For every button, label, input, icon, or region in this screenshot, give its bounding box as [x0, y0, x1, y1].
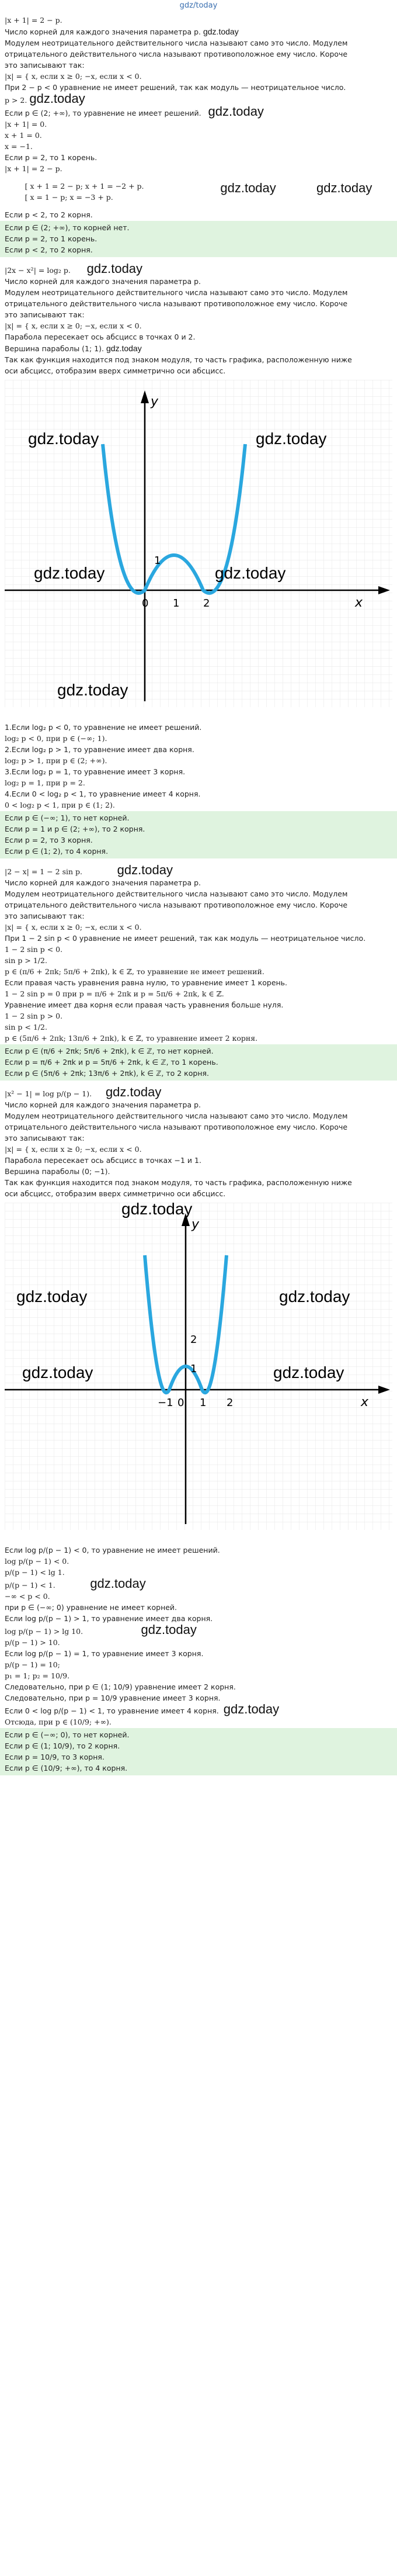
- watermark: gdz.today: [86, 264, 143, 276]
- text-line: p > 2. gdz.today: [5, 94, 392, 106]
- watermark: gdz.today: [279, 1287, 350, 1306]
- tick-label: 2: [190, 1334, 197, 1346]
- text-line: Так как функция находится под знаком модуля, то часть графика, расположенную ниже: [5, 1178, 352, 1187]
- text-line: 2.Если log₂ p > 1, то уравнение имеет два корня.: [5, 745, 194, 754]
- tick-label: 2: [227, 1397, 234, 1409]
- watermark: gdz.today: [220, 181, 276, 195]
- answer-block: [0, 1044, 397, 1081]
- text-line: отрицательного действительного числа называют противоположное ему число. Короче: [5, 1123, 348, 1131]
- text-line: [ x + 1 = 2 − p; x + 1 = −2 + p.: [25, 182, 144, 191]
- definition: |x| = { x, если x ≥ 0; −x, если x < 0.: [5, 923, 142, 932]
- site-header[interactable]: gdz/today: [179, 1, 218, 10]
- equation: |2 − x| = 1 − 2 sin p. gdz.today: [5, 865, 392, 877]
- watermark-row: [5, 175, 392, 209]
- watermark: gdz.today: [29, 94, 85, 106]
- text-line: p/(p − 1) < 1. gdz.today: [5, 1578, 392, 1591]
- watermark: gdz.today: [105, 1087, 162, 1099]
- text-line: оси абсцисс, отобразим вверх симметрично оси абсцисс.: [5, 366, 226, 375]
- watermark: gdz.today: [57, 681, 128, 699]
- watermark: gdz.today: [117, 865, 173, 877]
- tick-label: 0: [142, 597, 149, 610]
- text-line: 0 < log₂ p < 1, при p ∈ (1; 2).: [5, 801, 115, 809]
- text-line: Парабола пересекает ось абсцисс в точках −1 и 1.: [5, 1156, 201, 1165]
- text-line: 1 − 2 sin p < 0.: [5, 945, 63, 954]
- tick-label: 2: [203, 597, 210, 610]
- graph-abs-parabola-1: [5, 380, 392, 719]
- watermark: gdz.today: [203, 27, 239, 36]
- watermark: gdz.today: [316, 181, 372, 195]
- answer-line: Если p ∈ (10/9; +∞), то 4 корня.: [5, 1764, 128, 1772]
- equation: |x² − 1| = log p/(p − 1). gdz.today: [5, 1087, 392, 1099]
- text-line: sin p < 1/2.: [5, 1023, 47, 1031]
- text-line: 1 − 2 sin p = 0 при p = π/6 + 2πk и p = 5π/6 + 2πk, k ∈ ℤ.: [5, 989, 224, 998]
- watermark: gdz.today: [141, 1625, 197, 1637]
- answer-line: Если p ∈ (π/6 + 2πk; 5π/6 + 2πk), k ∈ ℤ, то нет корней.: [5, 1047, 214, 1055]
- tick-label: 1: [173, 597, 180, 610]
- answer-line: Если p = π/6 + 2πk и p = 5π/6 + 2πk, k ∈ ℤ, то 1 корень.: [5, 1058, 218, 1067]
- text-line: log₂ p > 1, при p ∈ (2; +∞).: [5, 756, 107, 765]
- text-line: отрицательного действительного числа называют противоположное ему число. Короче: [5, 299, 348, 308]
- grid: [5, 380, 392, 707]
- answer-line: Если p ∈ (1; 2), то 4 корня.: [5, 847, 109, 856]
- watermark: gdz.today: [16, 1287, 88, 1306]
- text-line: p ∈ (5π/6 + 2πk; 13π/6 + 2πk), k ∈ ℤ, то уравнение имеет 2 корня.: [5, 1034, 258, 1043]
- text-line: Если log p/(p − 1) > 1, то уравнение имеет два корня.: [5, 1614, 213, 1623]
- text-line: При 2 − p < 0 уравнение не имеет решений, так как модуль — неотрицательное число.: [5, 83, 346, 92]
- text-line: Вершина параболы (1; 1). gdz.today: [5, 344, 142, 353]
- text-line: Следовательно, при p ∈ (1; 10/9) уравнение имеет 2 корня.: [5, 1682, 236, 1691]
- text-line: Модулем неотрицательного действительного числа называют само это число. Модулем: [5, 39, 348, 47]
- answer-line: Если p ∈ (2; +∞), то корней нет.: [5, 223, 130, 232]
- answer-line: Если p ∈ (1; 10/9), то 2 корня.: [5, 1741, 120, 1750]
- graph-abs-parabola-2: [5, 1203, 392, 1542]
- text-line: x + 1 = 0.: [5, 131, 42, 140]
- text-line: это записывают так:: [5, 1134, 85, 1142]
- watermark: gdz.today: [106, 344, 142, 353]
- tick-label: −1: [158, 1397, 173, 1409]
- answer-line: Если p ∈ (5π/6 + 2πk; 13π/6 + 2πk), k ∈ ℤ, то 2 корня.: [5, 1069, 209, 1078]
- tick-label: 1: [154, 555, 161, 567]
- text-line: Число корней для каждого значения параметра p.: [5, 277, 201, 286]
- answer-line: Если p ∈ (−∞; 1), то нет корней.: [5, 813, 130, 822]
- text-line: 1.Если log₂ p < 0, то уравнение не имеет решений.: [5, 723, 202, 732]
- text-line: −∞ < p < 0.: [5, 1592, 50, 1601]
- text-line: Если log p/(p − 1) = 1, то уравнение имеет 3 корня.: [5, 1649, 204, 1658]
- y-axis-label: y: [191, 1217, 200, 1232]
- answer-line: Если p ∈ (−∞; 0), то нет корней.: [5, 1730, 130, 1739]
- text-line: 3.Если log₂ p = 1, то уравнение имеет 3 корня.: [5, 767, 186, 776]
- text-line: при p ∈ (−∞; 0) уравнение не имеет корней.: [5, 1603, 177, 1612]
- text-line: Так как функция находится под знаком модуля, то часть графика, расположенную ниже: [5, 355, 352, 364]
- text-line: log p/(p − 1) > lg 10. gdz.today: [5, 1625, 392, 1637]
- text-line: Модулем неотрицательного действительного числа называют само это число. Модулем: [5, 1112, 348, 1120]
- watermark: gdz.today: [208, 106, 264, 119]
- text-line: это записывают так:: [5, 61, 85, 70]
- answer-line: Если p = 1 и p ∈ (2; +∞), то 2 корня.: [5, 825, 145, 833]
- text-line: Следовательно, при p = 10/9 уравнение имеет 3 корня.: [5, 1694, 221, 1702]
- text-line: p₁ = 1; p₂ = 10/9.: [5, 1671, 70, 1680]
- watermark: gdz.today: [121, 1203, 193, 1218]
- tick-label: 1: [200, 1397, 207, 1409]
- y-axis-label: y: [151, 394, 159, 409]
- answer-block: [0, 221, 397, 257]
- text-line: Если правая часть уравнения равна нулю, то уравнение имеет 1 корень.: [5, 978, 288, 987]
- problem-2: [0, 261, 397, 862]
- definition: |x| = { x, если x ≥ 0; −x, если x < 0.: [5, 72, 142, 81]
- text-line: |x + 1| = 2 − p.: [5, 164, 62, 173]
- answer-line: Если p = 2, то 3 корня.: [5, 836, 93, 844]
- watermark: gdz.today: [273, 1363, 344, 1382]
- text-line: Если log p/(p − 1) < 0, то уравнение не имеет решений.: [5, 1546, 220, 1554]
- x-axis-label: x: [355, 595, 363, 610]
- equation: |x + 1| = 2 − p.: [5, 16, 62, 25]
- text-line: оси абсцисс, отобразим вверх симметрично оси абсцисс.: [5, 1189, 226, 1198]
- tick-label: 0: [177, 1397, 184, 1409]
- text-line: Модулем неотрицательного действительного числа называют само это число. Модулем: [5, 889, 348, 898]
- watermark: gdz.today: [34, 564, 105, 582]
- watermark: gdz.today: [223, 1704, 280, 1716]
- answer-line: Если p = 2, то 1 корень.: [5, 234, 97, 243]
- watermark: gdz.today: [90, 1578, 146, 1591]
- definition: |x| = { x, если x ≥ 0; −x, если x < 0.: [5, 1145, 142, 1154]
- text-line: log₂ p = 1, при p = 2.: [5, 778, 85, 787]
- problem-1: [0, 12, 397, 261]
- watermark: gdz.today: [215, 564, 286, 582]
- answer-block: [0, 1728, 397, 1775]
- text-line: log p/(p − 1) < 0.: [5, 1557, 69, 1566]
- answer-line: Если p = 10/9, то 3 корня.: [5, 1753, 105, 1761]
- text-line: Модулем неотрицательного действительного числа называют само это число. Модулем: [5, 288, 348, 297]
- watermark: gdz.today: [22, 1363, 93, 1382]
- text-line: Число корней для каждого значения параметра p.: [5, 878, 201, 887]
- text-line: Если p ∈ (2; +∞), то уравнение не имеет решений. gdz.today: [5, 106, 392, 119]
- text-line: [ x = 1 − p; x = −3 + p.: [25, 193, 113, 202]
- text-line: отрицательного действительного числа называют противоположное ему число. Короче: [5, 50, 348, 58]
- text-line: p ∈ (π/6 + 2πk; 5π/6 + 2πk), k ∈ ℤ, то уравнение не имеет решений.: [5, 967, 264, 976]
- text-line: Вершина параболы (0; −1).: [5, 1167, 110, 1176]
- text-line: Если p < 2, то 2 корня.: [5, 210, 93, 219]
- graph-svg: [5, 1203, 392, 1530]
- definition: |x| = { x, если x ≥ 0; −x, если x < 0.: [5, 321, 142, 330]
- watermark: gdz.today: [28, 430, 99, 448]
- text-line: Число корней для каждого значения параметра p.: [5, 1100, 201, 1109]
- text-line: 4.Если 0 < log₂ p < 1, то уравнение имеет 4 корня.: [5, 790, 201, 798]
- equation: |2x − x²| = log₂ p. gdz.today: [5, 264, 392, 276]
- text-line: Если 0 < log p/(p − 1) < 1, то уравнение имеет 4 корня. gdz.today: [5, 1704, 392, 1716]
- text-line: это записывают так:: [5, 310, 85, 319]
- watermark: gdz.today: [256, 430, 327, 448]
- x-axis-label: x: [361, 1395, 369, 1410]
- text-line: Отсюда, при p ∈ (10/9; +∞).: [5, 1718, 112, 1726]
- text-line: p/(p − 1) < lg 1.: [5, 1568, 65, 1577]
- text-line: x = −1.: [5, 142, 33, 151]
- text-line: Парабола пересекает ось абсцисс в точках 0 и 2.: [5, 333, 196, 341]
- text-line: Число корней для каждого значения параметра p. gdz.today: [5, 27, 239, 36]
- text-line: При 1 − 2 sin p < 0 уравнение не имеет решений, так как модуль — неотрицательное число.: [5, 934, 366, 943]
- text-line: это записывают так:: [5, 912, 85, 920]
- text-line: p/(p − 1) > 10.: [5, 1638, 60, 1647]
- text-line: sin p > 1/2.: [5, 956, 47, 965]
- text-line: Если p = 2, то 1 корень.: [5, 153, 97, 162]
- text-line: log₂ p < 0, при p ∈ (−∞; 1).: [5, 734, 107, 743]
- answer-line: Если p < 2, то 2 корня.: [5, 245, 93, 254]
- problem-3: [0, 862, 397, 1084]
- text-line: отрицательного действительного числа называют противоположное ему число. Короче: [5, 901, 348, 909]
- text-line: p/(p − 1) = 10;: [5, 1660, 60, 1669]
- problem-4: [0, 1084, 397, 1779]
- text-line: Уравнение имеет два корня если правая часть уравнения больше нуля.: [5, 1000, 284, 1009]
- answer-block: [0, 811, 397, 858]
- graph-svg: [5, 380, 392, 707]
- tick-label: 1: [190, 1363, 197, 1375]
- text-line: |x + 1| = 0.: [5, 120, 47, 129]
- text-line: 1 − 2 sin p > 0.: [5, 1012, 63, 1020]
